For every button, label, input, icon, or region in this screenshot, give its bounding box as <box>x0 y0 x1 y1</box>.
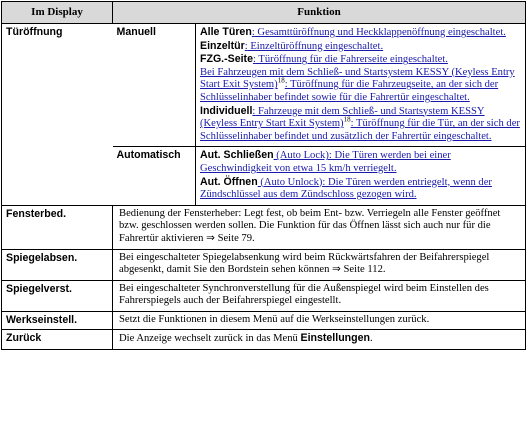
text-individuell-2: : Türöffnung für die Tür, an der sich der Schlüsselinhaber befindet und zusätzlich der Fahrertür eingeschaltet. <box>200 118 520 142</box>
option-alle-tueren <box>200 26 522 40</box>
row-tueroeffnung-manuell <box>2 24 526 147</box>
text-spiegelverst: Bei eingeschalteter Synchronverstellung für die Außenspiegel wird beim Einstellen des Fahrerspiegels auch der Beifahrerspiegel eingestellt. <box>113 280 526 311</box>
text-fzg-seite-2: Bei Fahrzeugen mit dem Schließ- und Startsystem KESSY (Keyless Entry Start Exit System) <box>200 66 515 91</box>
option-einzeltuer <box>200 40 522 54</box>
option-aut-schliessen <box>200 149 522 175</box>
sep-einzeltuer: : <box>244 40 248 52</box>
text-einzeltuer: Einzeltüröffnung eingeschaltet. <box>247 40 384 52</box>
header-function: Funktion <box>113 2 526 24</box>
header-row <box>2 2 526 24</box>
label-tueroeffnung: Türöffnung <box>2 24 113 206</box>
key-aut-oeffnen: Aut. Öffnen <box>200 175 258 188</box>
row-spiegelabsen <box>2 249 526 280</box>
key-einzeltuer: Einzeltür <box>200 39 245 52</box>
text-fzg-seite-3: : Türöffnung für die Fahrzeugseite, an der sich der Schlüsselinhaber befindet sowie für die Fahrertür eingeschaltet. <box>200 79 499 103</box>
manuell-options <box>196 24 526 147</box>
text-zurueck-end: . <box>369 333 373 345</box>
text-spiegelabsen: Bei eingeschalteter Spiegelabsenkung wird beim Rückwärtsfahren der Beifahrerspiegel abgesenkt, damit Sie den Bordstein sehen können ⇒ Seite 112. <box>113 249 526 280</box>
key-alle-tueren: Alle Türen <box>200 26 252 38</box>
footnote-18-b: 18 <box>343 115 351 124</box>
sep-fzg-seite: : <box>252 54 256 66</box>
label-zurueck: Zurück <box>2 330 113 350</box>
sep-alle-tueren: : <box>251 27 255 38</box>
text-fzg-seite-1: Türöffnung für die Fahrerseite eingeschaltet. <box>255 54 448 66</box>
row-werkseinstell <box>2 311 526 330</box>
text-individuell-1: Fahrzeuge mit dem Schließ- und Startsystem KESSY (Keyless Entry Start Exit System) <box>200 105 485 130</box>
text-alle-tueren: Gesamttüröffnung und Heckklappenöffnung eingeschaltet. <box>254 27 506 38</box>
label-fensterbed: Fensterbed. <box>2 205 113 249</box>
key-individuell: Individuell <box>200 104 253 117</box>
text-fensterbed: Bedienung der Fensterheber: Legt fest, ob beim Ent- bzw. Verriegeln alle Fenster geöffnet bzw. geschlossen werden sollen. Die Funktion für das Öffnen lässt sich auch nur für die Fahrertür aktivieren ⇒ Seite 79. <box>113 205 526 249</box>
key-aut-schliessen: Aut. Schließen <box>200 149 274 162</box>
header-display: Im Display <box>2 2 113 24</box>
key-fzg-seite: FZG.-Seite <box>200 53 253 66</box>
footnote-18: 18 <box>277 76 285 85</box>
row-spiegelverst <box>2 280 526 311</box>
option-fzg-seite <box>200 53 522 104</box>
label-spiegelverst: Spiegelverst. <box>2 280 113 311</box>
text-zurueck-menu: Einstellungen <box>300 332 370 345</box>
row-fensterbed <box>2 205 526 249</box>
text-zurueck-main: Die Anzeige wechselt zurück in das Menü <box>119 333 301 345</box>
sep-individuell: : <box>252 105 256 117</box>
option-individuell <box>200 105 522 144</box>
label-werkseinstell: Werkseinstell. <box>2 311 113 330</box>
row-zurueck <box>2 330 526 350</box>
automatisch-options <box>196 147 526 205</box>
option-aut-oeffnen <box>200 176 522 202</box>
text-aut-oeffnen: (Auto Unlock): Die Türen werden entriegelt, wenn der Zündschlüssel aus dem Zündschloss gezogen wird. <box>200 176 492 201</box>
text-aut-schliessen: (Auto Lock): Die Türen werden bei einer Geschwindigkeit von etwa 15 km/h verriegelt. <box>200 150 451 174</box>
function-table <box>1 1 526 350</box>
text-werkseinstell: Setzt die Funktionen in diesem Menü auf die Werkseinstellungen zurück. <box>113 311 526 330</box>
label-automatisch: Automatisch <box>113 147 196 205</box>
text-zurueck <box>113 330 526 350</box>
label-manuell: Manuell <box>113 24 196 147</box>
label-spiegelabsen: Spiegelabsen. <box>2 249 113 280</box>
